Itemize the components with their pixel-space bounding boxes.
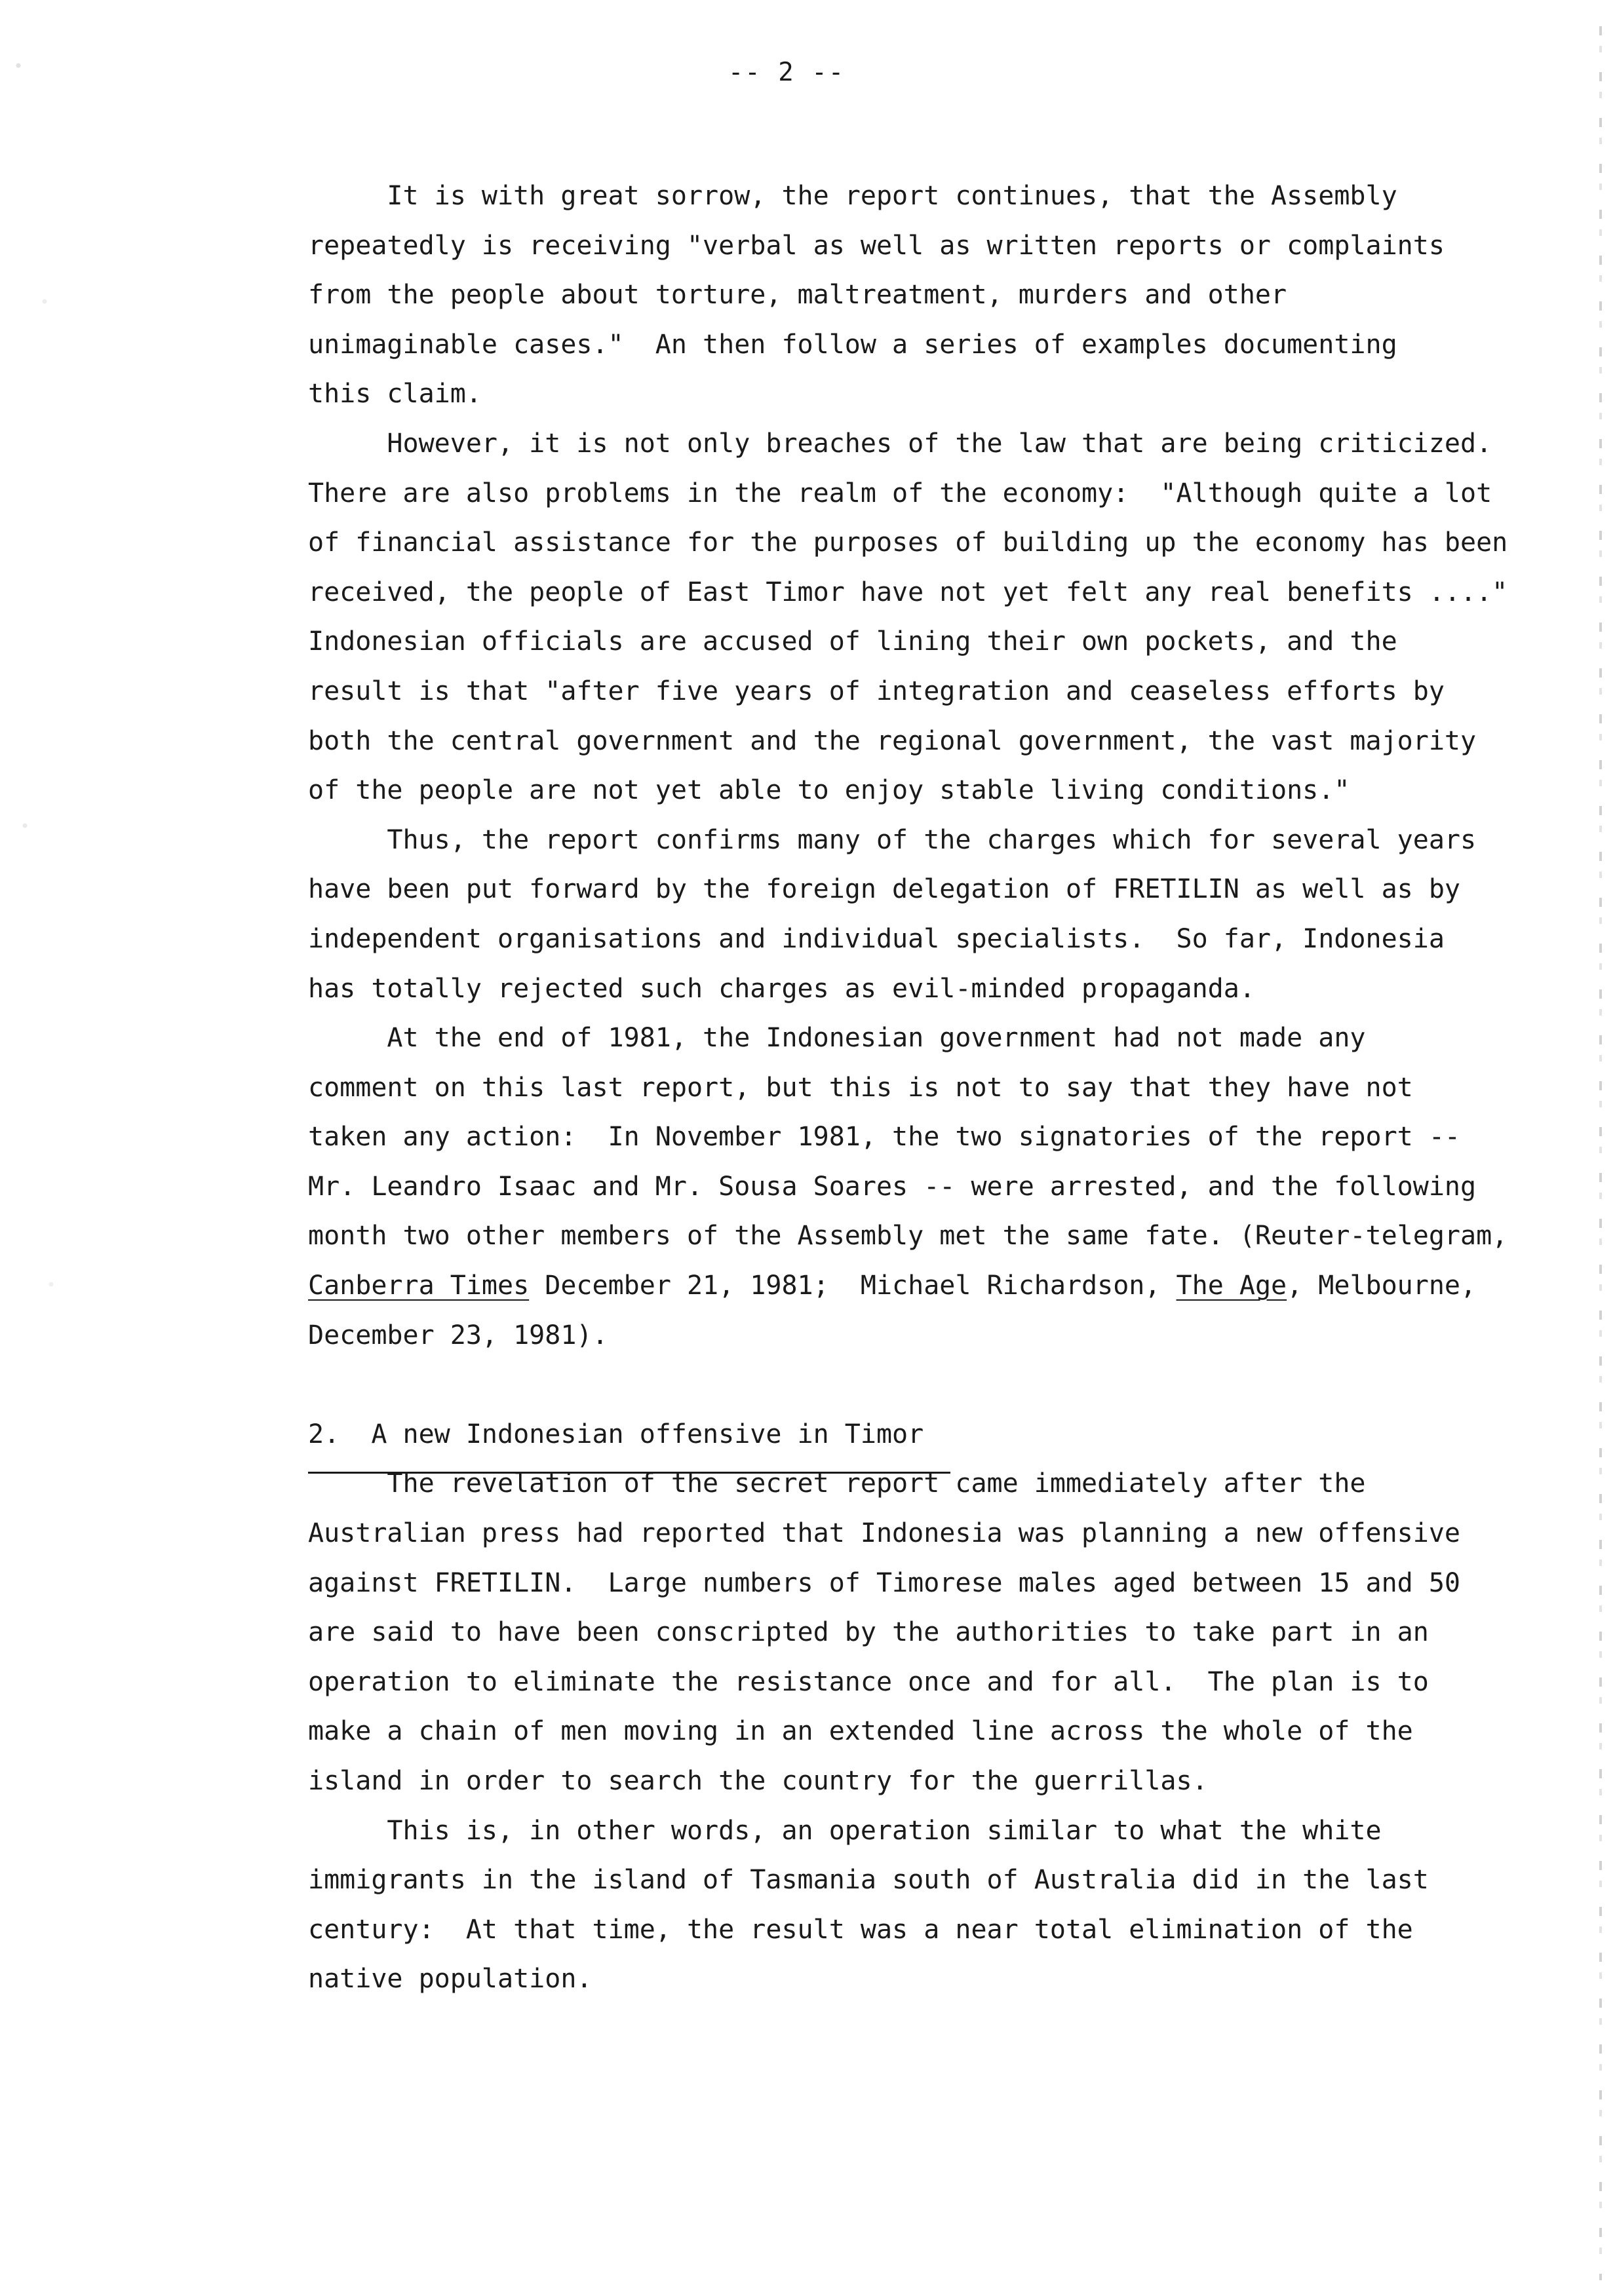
paragraph-1 — [308, 172, 1566, 419]
text-line: However, it is not only breaches of the law that are being criticized. — [308, 428, 1492, 459]
text-line: island in order to search the country for the guerrillas. — [308, 1766, 1208, 1796]
scan-edge-left — [5, 39, 64, 2254]
text-line: both the central government and the regional government, the vast majority — [308, 725, 1477, 756]
text-line: At the end of 1981, the Indonesian government had not made any — [308, 1023, 1366, 1054]
text-line: Australian press had reported that Indonesia was planning a new offensive — [308, 1518, 1460, 1549]
paragraph-2 — [308, 419, 1566, 816]
text-line: has totally rejected such charges as evil-minded propaganda. — [308, 973, 1255, 1004]
heading-underline — [308, 1472, 950, 1474]
text-line: against FRETILIN. Large numbers of Timorese males aged between 15 and 50 — [308, 1567, 1460, 1598]
text-line: have been put forward by the foreign delegation of FRETILIN as well as by — [308, 874, 1460, 905]
text-line: unimaginable cases." An then follow a series of examples documenting — [308, 329, 1397, 360]
scan-edge-right — [1599, 26, 1602, 2280]
text-line: repeatedly is receiving "verbal as well as written reports or complaints — [308, 230, 1445, 261]
text-line: result is that "after five years of integration and ceaseless efforts by — [308, 676, 1445, 706]
section-heading-block — [308, 1410, 1566, 1460]
citation-line — [308, 1261, 1566, 1311]
page-number: -- 2 -- — [728, 58, 846, 87]
text-line: are said to have been conscripted by the authorities to take part in an — [308, 1617, 1429, 1648]
text-line: native population. — [308, 1964, 593, 1995]
text-line: from the people about torture, maltreatment, murders and other — [308, 280, 1287, 311]
publication-title: The Age — [1176, 1271, 1287, 1301]
text-line: There are also problems in the realm of the economy: "Although quite a lot — [308, 478, 1492, 508]
text-line: Indonesian officials are accused of lining their own pockets, and the — [308, 626, 1397, 657]
text-line: taken any action: In November 1981, the two signatories of the report -- — [308, 1122, 1460, 1153]
text-line: This is, in other words, an operation similar to what the white — [308, 1815, 1382, 1846]
text-line: independent organisations and individual specialists. So far, Indonesia — [308, 923, 1445, 954]
text-line: operation to eliminate the resistance once and for all. The plan is to — [308, 1666, 1429, 1697]
paragraph-4 — [308, 1014, 1566, 1360]
text-line: The revelation of the secret report came immediately after the — [308, 1468, 1366, 1499]
paragraph-3 — [308, 816, 1566, 1014]
section-paragraph-2 — [308, 1807, 1566, 2004]
text-line: immigrants in the island of Tasmania south of Australia did in the last — [308, 1865, 1429, 1896]
text-line: of financial assistance for the purposes of building up the economy has been — [308, 527, 1508, 558]
text-line: December 23, 1981). — [308, 1320, 608, 1350]
text-line: Mr. Leandro Isaac and Mr. Sousa Soares -- were arrested, and the following — [308, 1171, 1477, 1202]
text-line: this claim. — [308, 379, 482, 410]
body-text — [308, 172, 1566, 2004]
text-line: Thus, the report confirms many of the charges which for several years — [308, 824, 1477, 855]
citation-text: , Melbourne, — [1287, 1271, 1477, 1301]
text-line: comment on this last report, but this is not to say that they have not — [308, 1072, 1413, 1103]
citation-text: December 21, 1981; Michael Richardson, — [529, 1271, 1177, 1301]
text-line: make a chain of men moving in an extended line across the whole of the — [308, 1716, 1413, 1747]
text-line: of the people are not yet able to enjoy stable living conditions." — [308, 775, 1350, 806]
section-heading: 2. A new Indonesian offensive in Timor — [308, 1419, 924, 1449]
text-line: month two other members of the Assembly met the same fate. (Reuter-telegram, — [308, 1221, 1508, 1252]
publication-title: Canberra Times — [308, 1271, 530, 1301]
text-line: received, the people of East Timor have not yet felt any real benefits ...." — [308, 577, 1508, 607]
text-line: It is with great sorrow, the report continues, that the Assembly — [308, 181, 1397, 211]
text-line: century: At that time, the result was a near total elimination of the — [308, 1914, 1413, 1945]
section-paragraph-1 — [308, 1459, 1566, 1806]
